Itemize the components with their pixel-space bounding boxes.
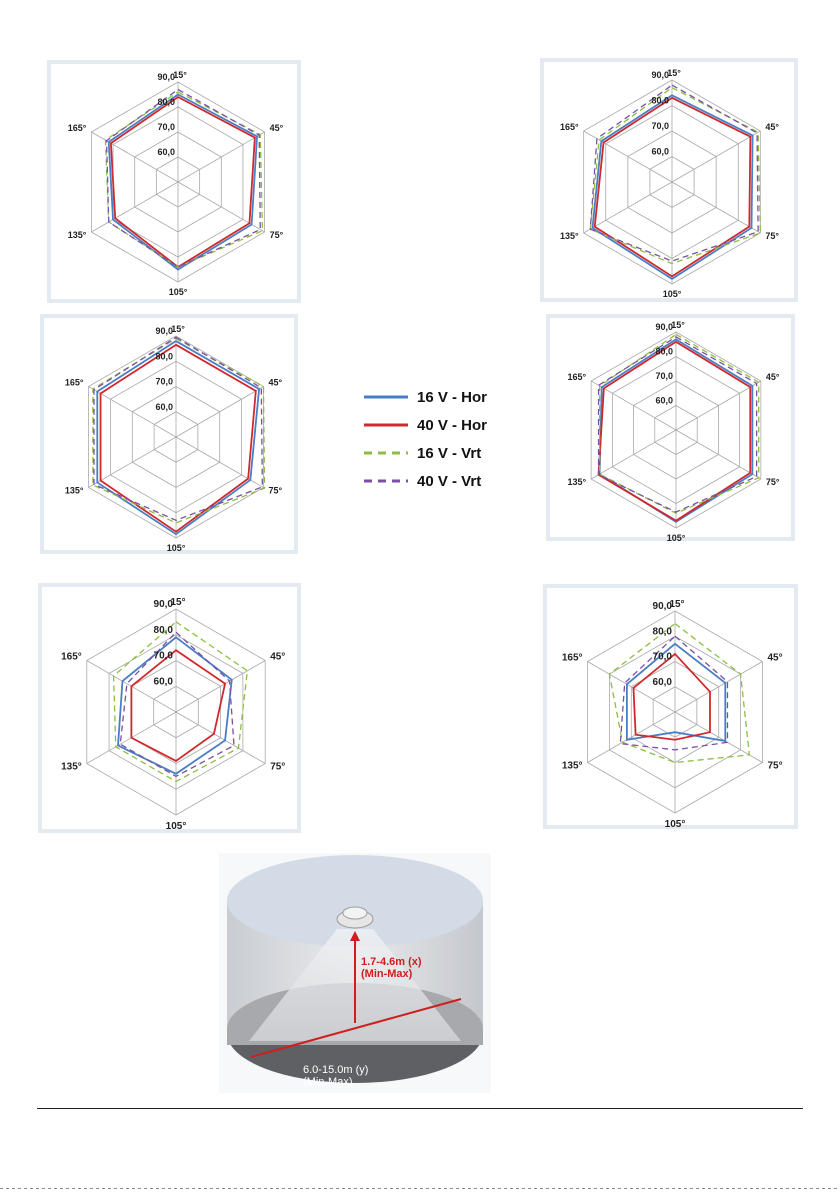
page-bottom-dashes [0, 1188, 840, 1189]
radar-tick-label: 90,0 [652, 601, 672, 612]
height-label: 1.7-4.6m (x) [361, 956, 422, 968]
radar-tick-label: 90,0 [157, 72, 175, 82]
radar-axis-label: 15° [171, 324, 185, 334]
radar-axis-label: 105° [165, 821, 187, 832]
radar-tick-label: 80,0 [155, 351, 173, 362]
radar-axis-label: 165° [560, 122, 579, 132]
legend-swatch-16v-hor [362, 393, 410, 401]
radar-axis-label: 75° [767, 760, 783, 772]
radar-tick-label: 80,0 [651, 95, 669, 106]
radar-axis-label: 75° [765, 477, 780, 487]
radar-axis-label: 135° [61, 761, 82, 773]
radar-axis-label: 15° [669, 599, 685, 610]
radar-axis-label: 135° [64, 485, 84, 496]
radar-tick-label: 70,0 [655, 371, 673, 381]
legend-item-16v-hor [362, 388, 502, 410]
radar-chart-5 [38, 583, 301, 833]
radar-axis-label: 105° [662, 289, 682, 299]
height-sublabel: (Min-Max) [361, 968, 413, 980]
radar-series-3 [590, 88, 760, 264]
radar-chart-1 [47, 60, 301, 303]
diameter-sublabel: (Min-Max) [303, 1076, 353, 1088]
radar-series-3 [105, 92, 262, 267]
radar-tick-label: 90,0 [155, 326, 173, 336]
radar-tick-label: 90,0 [153, 599, 173, 610]
radar-tick-label: 70,0 [155, 376, 173, 387]
radar-tick-label: 80,0 [153, 624, 173, 636]
radar-axis-label: 165° [67, 123, 87, 133]
radar-axis-label: 105° [168, 287, 188, 297]
radar-chart-5-svg [42, 587, 305, 837]
radar-chart-3-svg [44, 318, 302, 558]
radar-tick-label: 70,0 [157, 122, 175, 132]
radar-chart-4 [546, 314, 795, 541]
radar-axis-label: 45° [269, 123, 284, 133]
legend-item-40v-hor [362, 416, 502, 438]
legend-swatch-40v-vrt [362, 477, 410, 485]
radar-tick-label: 90,0 [651, 70, 669, 80]
radar-tick-label: 80,0 [652, 626, 672, 638]
radar-tick-label: 90,0 [655, 322, 673, 332]
coverage-illustration-svg [219, 853, 491, 1093]
radar-tick-label: 60,0 [157, 147, 175, 157]
radar-axis-label: 15° [671, 320, 685, 330]
radar-axis-label: 135° [567, 477, 587, 487]
radar-tick-label: 60,0 [153, 676, 173, 688]
legend-item-16v-vrt [362, 444, 502, 466]
footer-rule [37, 1108, 803, 1109]
radar-tick-label: 80,0 [157, 97, 175, 107]
radar-axis-label: 165° [567, 372, 587, 382]
radar-axis-label: 45° [270, 651, 286, 663]
radar-axis-label: 45° [765, 122, 779, 132]
radar-series-2 [595, 95, 751, 277]
radar-axis-label: 165° [561, 652, 583, 664]
sensor-dome [343, 907, 367, 919]
radar-tick-label: 70,0 [651, 121, 669, 131]
radar-axis-label: 75° [269, 230, 284, 240]
legend-item-40v-vrt [362, 472, 502, 494]
radar-chart-2 [540, 58, 798, 302]
legend-label-16v-hor: 16 V - Hor [417, 389, 488, 406]
radar-tick-label: 60,0 [651, 146, 669, 157]
radar-tick-label: 80,0 [655, 346, 673, 357]
radar-axis-label: 135° [560, 231, 579, 241]
diameter-label: 6.0-15.0m (y) [303, 1064, 369, 1076]
radar-chart-6-svg [547, 588, 802, 833]
radar-series-2 [633, 651, 710, 740]
legend-swatch-40v-hor [362, 421, 410, 429]
radar-tick-label: 60,0 [155, 401, 173, 412]
radar-axis-label: 165° [64, 377, 84, 388]
radar-axis-label: 75° [270, 761, 286, 773]
radar-axis-label: 15° [667, 68, 681, 78]
legend-label-16v-vrt: 16 V - Vrt [417, 445, 482, 462]
radar-series-4 [590, 85, 758, 261]
radar-axis-label: 15° [173, 70, 187, 80]
legend-swatch-16v-vrt [362, 449, 410, 457]
radar-axis-label: 45° [767, 652, 783, 664]
radar-chart-6 [543, 584, 798, 829]
legend-label-40v-vrt: 40 V - Vrt [417, 473, 482, 490]
radar-chart-4-svg [550, 318, 799, 545]
chart-legend [362, 388, 502, 500]
radar-series-3 [609, 624, 749, 763]
radar-axis-label: 15° [170, 597, 186, 608]
radar-tick-label: 70,0 [652, 651, 672, 663]
radar-axis-label: 75° [765, 231, 779, 241]
radar-tick-label: 60,0 [655, 395, 673, 406]
radar-axis-label: 75° [268, 485, 283, 496]
radar-tick-label: 70,0 [153, 650, 173, 662]
radar-series-2 [131, 650, 225, 761]
radar-chart-1-svg [51, 64, 305, 307]
radar-axis-label: 165° [61, 651, 82, 663]
radar-axis-label: 135° [67, 230, 87, 240]
radar-axis-label: 135° [561, 760, 583, 772]
radar-axis-label: 105° [166, 543, 186, 553]
radar-axis-label: 45° [765, 372, 780, 382]
legend-label-40v-hor: 40 V - Hor [417, 417, 488, 434]
radar-tick-label: 60,0 [652, 676, 672, 688]
radar-axis-label: 105° [664, 819, 686, 830]
radar-axis-label: 105° [666, 533, 686, 543]
coverage-illustration [219, 853, 491, 1093]
radar-chart-3 [40, 314, 298, 554]
radar-chart-2-svg [544, 62, 802, 306]
radar-axis-label: 45° [268, 377, 283, 388]
